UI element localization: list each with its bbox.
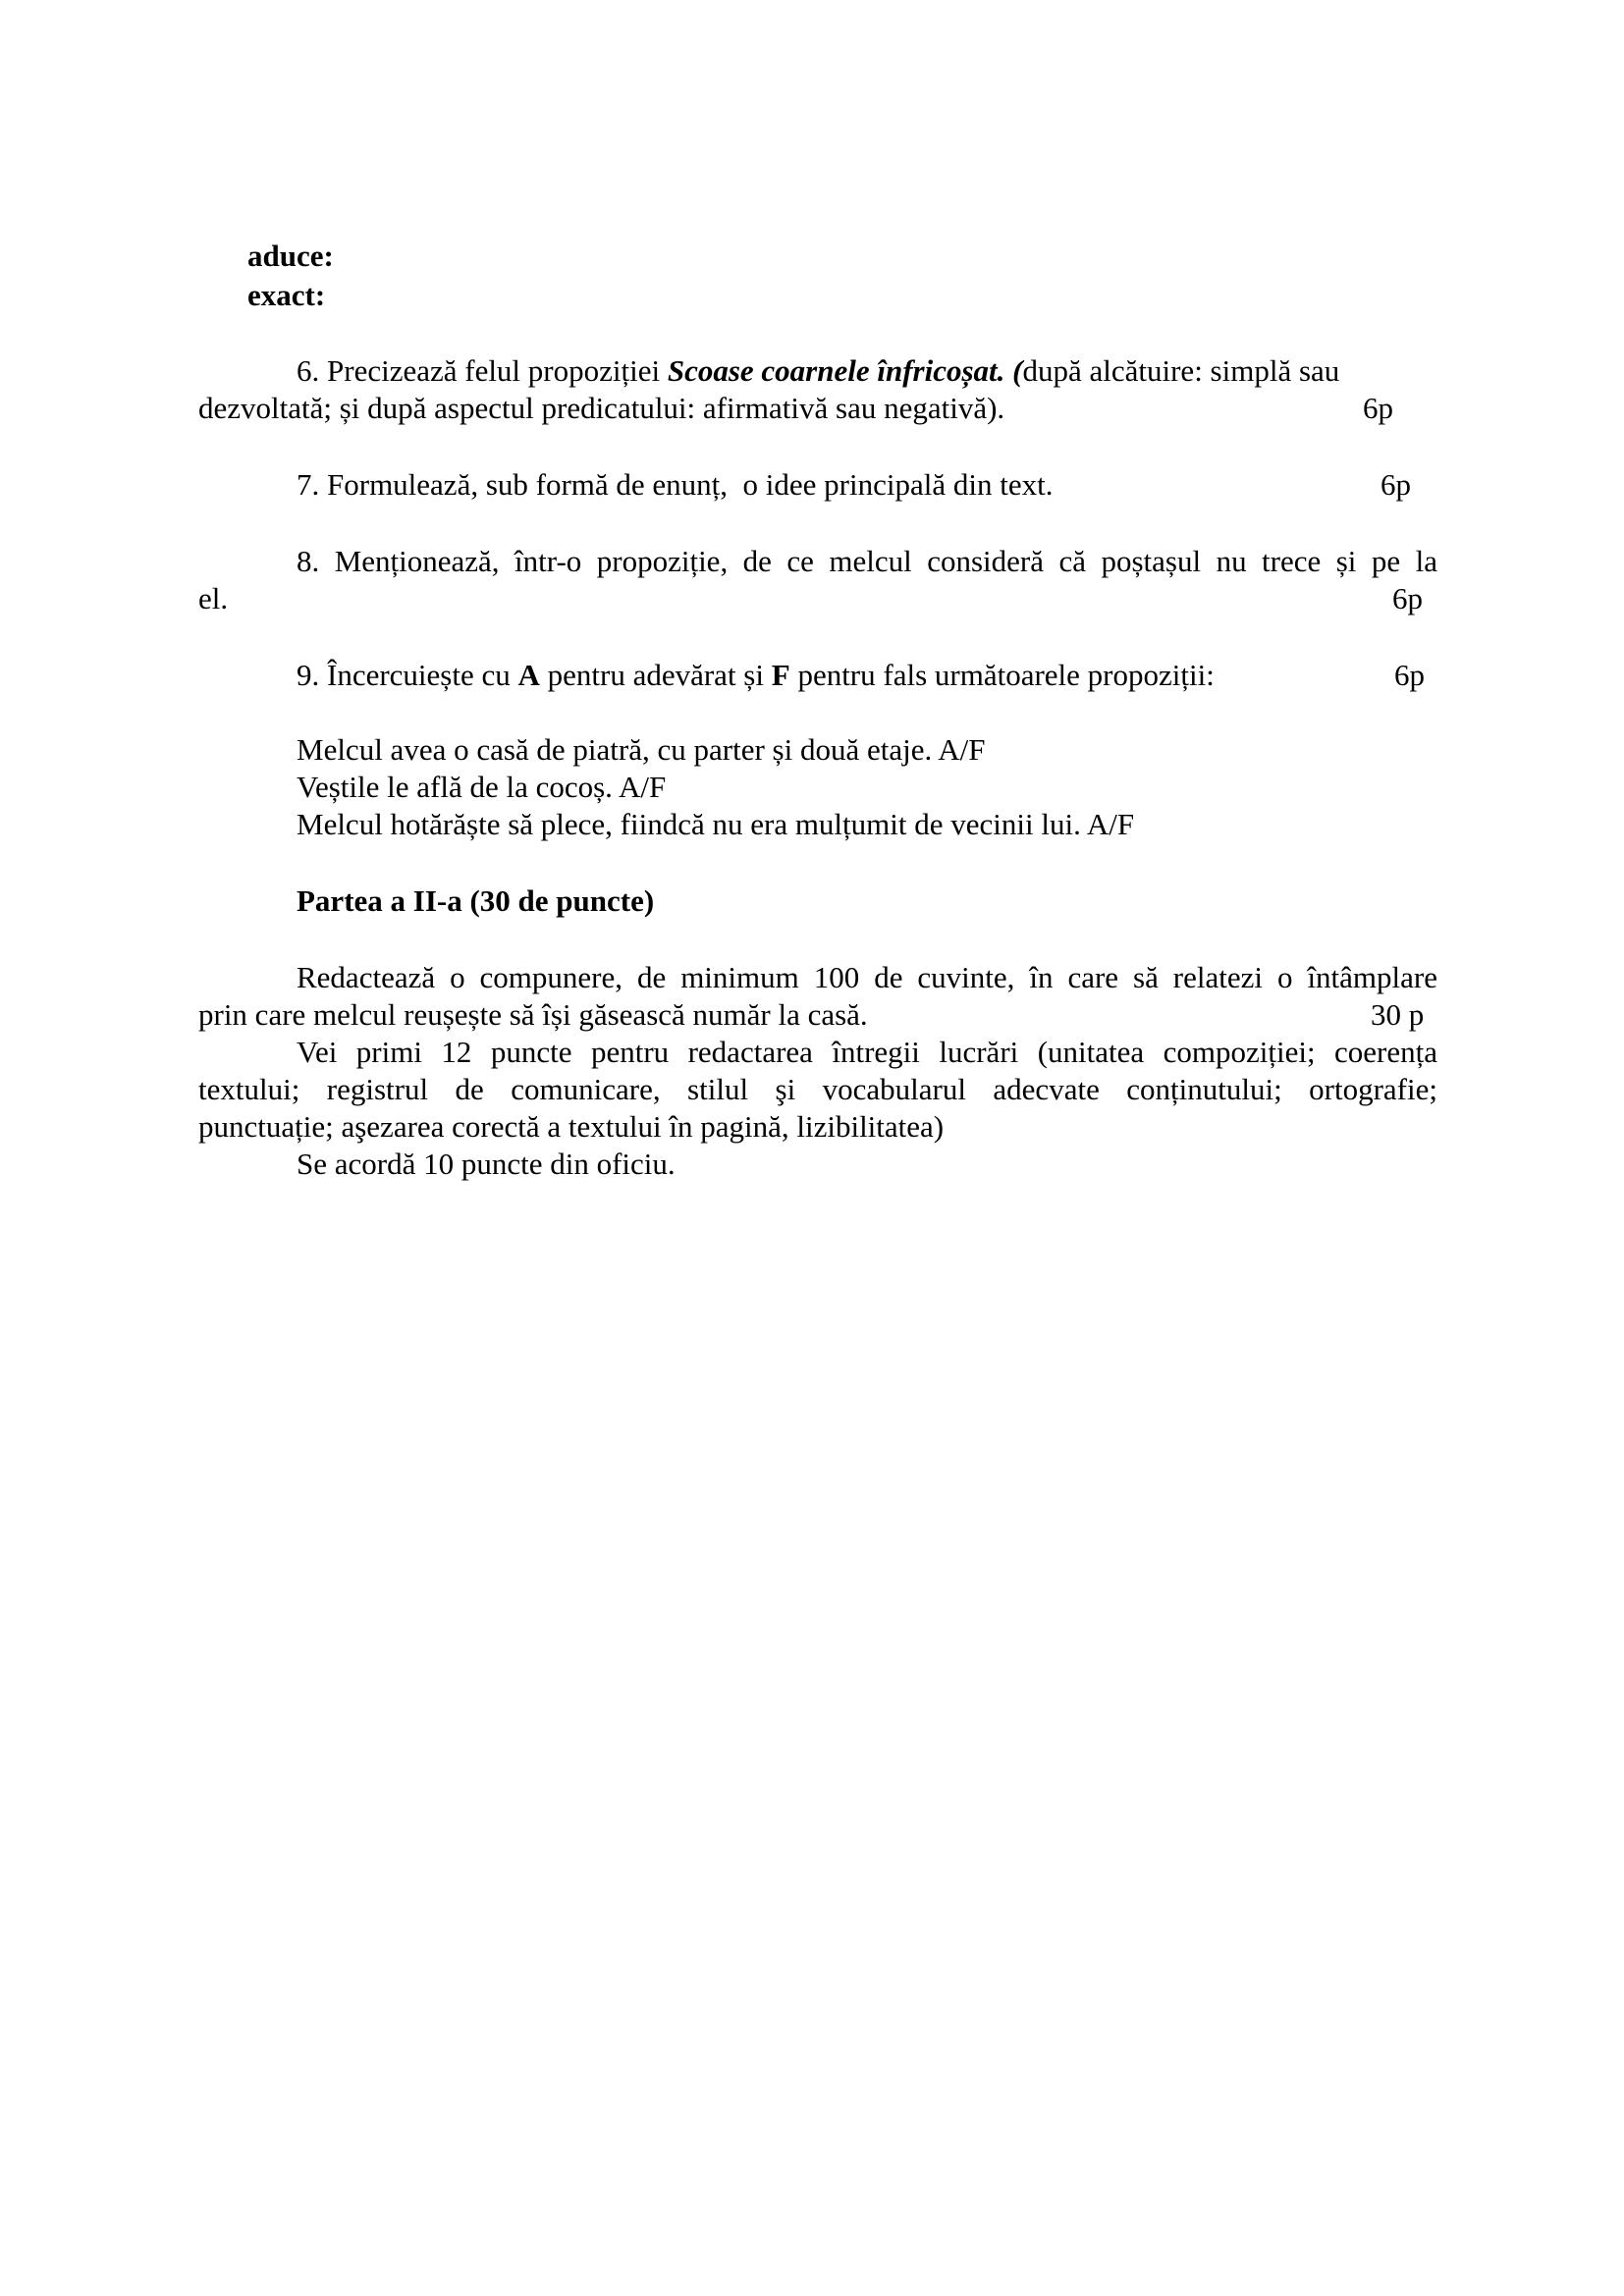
part-2-task-line2: prin care melcul reușește să își găsească număr la casă. [198,997,868,1032]
question-9-bold-f: F [771,658,790,692]
statement-item: Melcul avea o casă de piatră, cu parter și două etaje. A/F [297,732,986,767]
part-2-task-line1: Redactează o compunere, de minimum 100 de cuvinte, în care să relatezi o întâmplare [297,960,1437,994]
statement-item: Melcul hotărăște să plece, fiindcă nu era mulțumit de vecinii lui. A/F [297,807,1135,841]
question-6-line2: dezvoltată; și după aspectul predicatului: afirmativă sau negativă). [198,391,1005,425]
question-8-points: 6p [1392,581,1423,615]
question-9-points: 6p [1394,658,1425,692]
part-2-task-points: 30 p [1371,997,1425,1032]
question-9-bold-a: A [517,658,540,692]
question-9-suffix: pentru fals următoarele propoziții: [789,658,1215,692]
question-6-quote: Scoase coarnele înfricoșat. ( [667,353,1023,388]
question-9-middle: pentru adevărat și [539,658,772,692]
grading-line1: Vei primi 12 puncte pentru redactarea întregii lucrări (unitatea compoziției; coerența [297,1035,1437,1069]
question-8-line1: 8. Menționează, într-o propoziție, de ce melcul consideră că poștașul nu trece și pe la [297,544,1437,578]
question-6-points: 6p [1363,391,1393,425]
grading-line2: textului; registrul de comunicare, stilul şi vocabularul adecvate conținutului; ortografie; [198,1072,1437,1106]
question-9-prefix: 9. Încercuiește cu [297,658,518,692]
question-7-text: 7. Formulează, sub formă de enunț, o idee principală din text. [297,467,1054,502]
statement-item: Veștile le află de la cocoș. A/F [297,770,667,804]
part-2-heading: Partea a II-a (30 de puncte) [297,883,655,918]
bonus-points-note: Se acordă 10 puncte din oficiu. [297,1147,676,1181]
question-7-points: 6p [1380,467,1411,502]
label-exact: exact: [247,278,326,312]
question-6-line1 [297,355,1339,386]
question-8-line2: el. [198,581,229,615]
label-aduce: aduce: [247,239,334,273]
question-9-text [297,660,1215,690]
question-6-text: 6. Precizează felul propoziției [297,353,668,388]
grading-line3: punctuație; aşezarea corectă a textului în pagină, lizibilitatea) [198,1109,945,1144]
question-6-rest: după alcătuire: simplă sau [1022,353,1340,388]
